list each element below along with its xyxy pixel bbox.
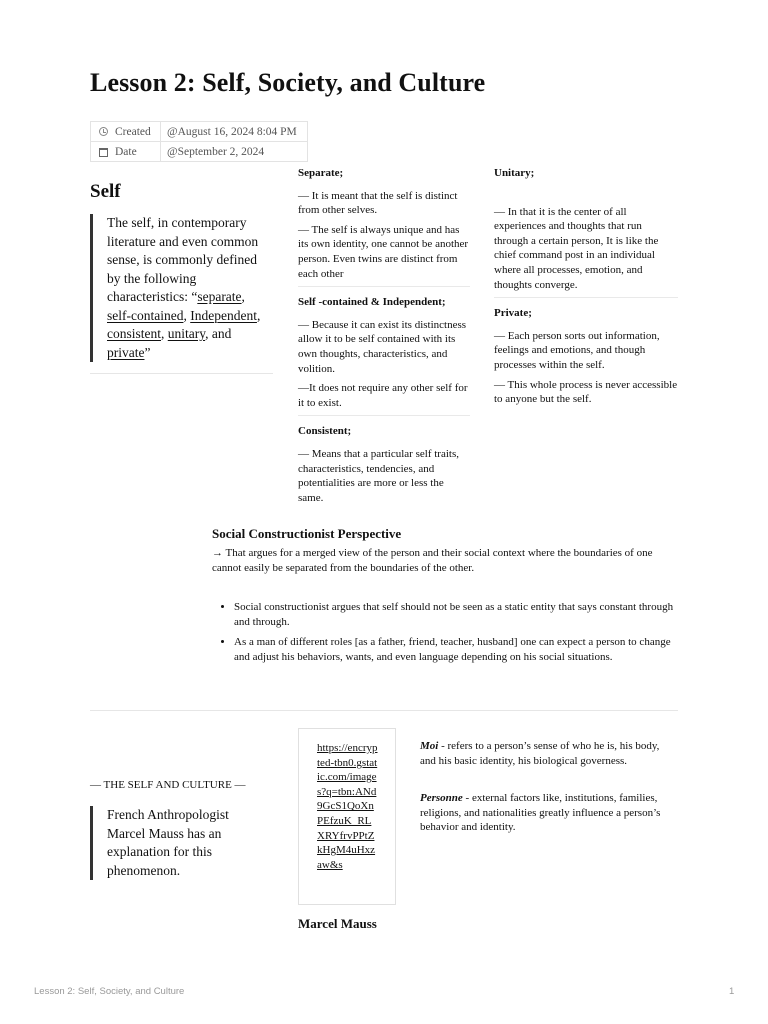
characteristic-text: — The self is always unique and has its own identity, one cannot be another person. Even twins are distinct from each other <box>298 223 469 280</box>
image-caption: Marcel Mauss <box>298 916 377 931</box>
properties-table <box>90 121 308 162</box>
trait-independent: Independent <box>190 307 257 323</box>
property-row-created[interactable] <box>91 122 308 142</box>
definition-moi: Moi - refers to a person’s sense of who he is, his body, and his basic identity, his biological governess. <box>420 740 660 767</box>
characteristic-heading: Private; <box>494 307 532 320</box>
property-key: Date <box>115 145 137 158</box>
clock-icon <box>99 127 108 136</box>
trait-unitary: unitary <box>167 326 206 341</box>
trait-separate: separate <box>197 289 242 304</box>
section-divider <box>90 710 678 711</box>
characteristic-heading: Self -contained & Independent; <box>298 296 446 309</box>
page-title: Lesson 2: Self, Society, and Culture <box>90 68 486 97</box>
divider <box>494 297 678 298</box>
image-placeholder <box>298 728 396 905</box>
characteristic-heading: Unitary; <box>494 167 535 179</box>
characteristics-column-right <box>494 166 678 412</box>
property-value[interactable]: @August 16, 2024 8:04 PM <box>161 122 308 142</box>
divider <box>298 286 470 287</box>
characteristic-text: — Means that a particular self traits, characteristics, tendencies, and potentialities are more or less the same. <box>298 447 459 504</box>
characteristic-text: — This whole process is never accessible to anyone but the self. <box>494 378 678 406</box>
footer-page-number: 1 <box>729 986 735 997</box>
social-constructionist-section <box>212 546 678 671</box>
characteristic-text: — In that it is the center of all experiences and thoughts that run through a certain person, It is like the chief command post in an individual where all processes, emotion, and thoughts converge. <box>494 205 659 291</box>
characteristic-text: —It does not require any other self for it to exist. <box>298 382 468 409</box>
divider <box>90 373 273 374</box>
trait-consistent: consistent <box>107 326 161 341</box>
social-constructionist-intro: → That argues for a merged view of the person and their social context where the boundaries of one cannot easily be separated from the boundaries of the other. <box>212 547 653 574</box>
image-link[interactable]: https://encrypted-tbn0.gstatic.com/images?q=tbn:ANd9GcS1QoXnPEfzuK_RLXRYfrvPPtZkHgM4uHxzaw&s <box>317 742 378 871</box>
definition-term: Personne <box>420 792 463 805</box>
property-key: Created <box>115 125 151 138</box>
moi-personne-definitions <box>420 739 678 858</box>
self-heading: Self <box>90 181 121 202</box>
definition-personne: Personne - external factors like, institutions, families, religions, and nationalities greatly influence a person’s behavior and identity. <box>420 792 661 834</box>
trait-private: private <box>107 344 145 360</box>
footer-doc-title: Lesson 2: Self, Society, and Culture <box>34 986 185 997</box>
definition-term: Moi <box>420 740 439 752</box>
calendar-icon <box>99 149 108 157</box>
property-value[interactable]: @September 2, 2024 <box>161 142 308 162</box>
self-and-culture-heading: — THE SELF AND CULTURE — <box>90 779 246 791</box>
characteristic-heading: Consistent; <box>298 425 352 438</box>
social-constructionist-heading: Social Constructionist Perspective <box>212 526 402 541</box>
social-constructionist-list <box>212 600 678 664</box>
characteristic-text: — It is meant that the self is distinct from other selves. <box>298 189 458 217</box>
characteristic-text: — Because it can exist its distinctness allow it to be self contained with its own thoughts, characteristics, and volition. <box>298 318 467 375</box>
self-definition-quote: The self, in contemporary literature and even common sense, is commonly defined by the following characteristics: “separate, self-contained, Independent, consistent, unitary, and private” <box>90 214 267 362</box>
bullet-item: • As a man of different roles [as a father, friend, teacher, husband] one can expect a person to change and adjust his behaviors, wants, and even language depending on his social situations. <box>234 635 678 664</box>
trait-self-contained: self-contained <box>107 307 184 323</box>
mauss-quote: French Anthropologist Marcel Mauss has an explanation for this phenomenon. <box>90 806 267 880</box>
bullet-item: • Social constructionist argues that self should not be seen as a static entity that says constant through and through. <box>234 600 678 629</box>
characteristic-heading: Separate; <box>298 167 344 179</box>
characteristics-column-middle <box>298 166 470 510</box>
characteristic-text: — Each person sorts out information, feelings and emotions, and though processes within the self. <box>494 329 660 371</box>
property-row-date[interactable] <box>91 142 308 162</box>
divider <box>298 415 470 416</box>
